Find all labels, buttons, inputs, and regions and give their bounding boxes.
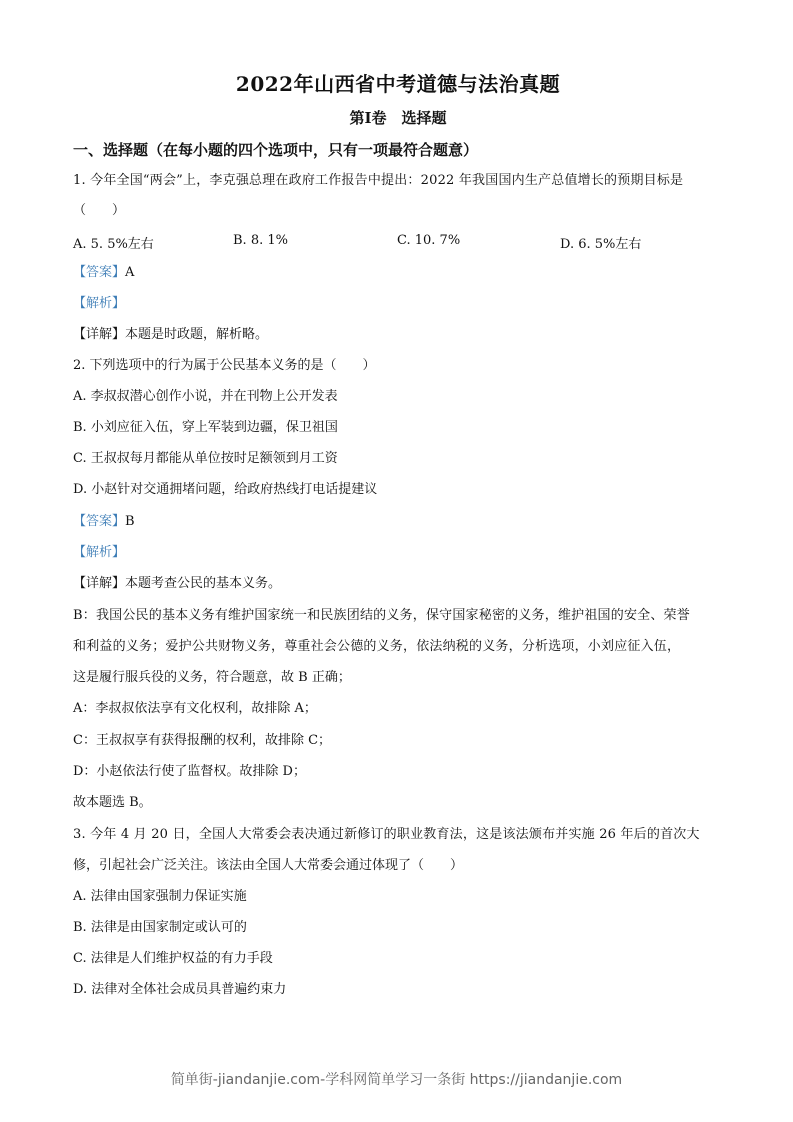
question-1-answer (73, 264, 134, 282)
question-2-option-a: A. 李叔叔潜心创作小说，并在刊物上公开发表 (73, 389, 338, 404)
question-2-explanation-line: 故本题选 B。 (73, 795, 152, 810)
question-3-option-a: A. 法律由国家强制力保证实施 (73, 889, 247, 904)
question-3-stem-line1: 3. 今年 4 月 20 日，全国人大常委会表决通过新修订的职业教育法，这是该法颁布并实施 26 年后的首次大 (73, 827, 700, 842)
question-1-option-b: B. 8. 1% (233, 233, 288, 248)
detail-label: 【详解】 (73, 576, 126, 591)
question-1-option-c: C. 10. 7% (397, 233, 461, 248)
question-1-option-d: D. 6. 5%左右 (560, 237, 642, 252)
question-2-option-d: D. 小赵针对交通拥堵问题，给政府热线打电话提建议 (73, 482, 378, 497)
page-subtitle: 第Ⅰ卷 选择题 (349, 109, 447, 127)
question-1-stem-line1: 1. 今年全国“两会”上，李克强总理在政府工作报告中提出：2022 年我国国内生产总值增长的预期目标是 (73, 173, 684, 188)
question-3-option-c: C. 法律是人们维护权益的有力手段 (73, 951, 273, 966)
question-2-explanation-line: A：李叔叔依法享有文化权利，故排除 A； (73, 701, 317, 716)
section-heading: 一、选择题（在每小题的四个选项中，只有一项最符合题意） (73, 141, 479, 159)
question-3-option-d: D. 法律对全体社会成员具普遍约束力 (73, 982, 287, 997)
question-1-stem-line2: （ ） (73, 203, 126, 218)
question-1-option-a: A. 5. 5%左右 (73, 237, 154, 252)
question-3-stem-line2: 修，引起社会广泛关注。该法由全国人大常委会通过体现了（ ） (73, 858, 464, 873)
question-2-explanation-line: D：小赵依法行使了监督权。故排除 D； (73, 764, 306, 779)
question-2-explanation-line: 和利益的义务；爱护公共财物义务，尊重社会公德的义务，依法纳税的义务，分析选项，小刘应征入伍， (73, 639, 681, 654)
answer-label: 【答案】 (73, 265, 126, 280)
page-title: 2022年山西省中考道德与法治真题 (235, 72, 561, 96)
detail-text: 本题考查公民的基本义务。 (125, 576, 282, 591)
question-1-analysis-label: 【解析】 (73, 296, 126, 311)
detail-label: 【详解】 (73, 327, 126, 342)
question-2-analysis-label: 【解析】 (73, 545, 126, 560)
question-3-option-b: B. 法律是由国家制定或认可的 (73, 920, 247, 935)
answer-value: B (125, 514, 135, 529)
footer-watermark: 简单街-jiandanjie.com-学科网简单学习一条街 https://jiandanjie.com (170, 1072, 623, 1088)
question-2-option-b: B. 小刘应征入伍，穿上军装到边疆，保卫祖国 (73, 420, 338, 435)
question-2-explanation-line: C：王叔叔享有获得报酬的权利，故排除 C； (73, 733, 332, 748)
question-2-explanation-line: B：我国公民的基本义务有维护国家统一和民族团结的义务，保守国家秘密的义务，维护祖国的安全、荣誉 (73, 608, 690, 623)
question-2-answer (73, 513, 135, 531)
answer-value: A (125, 265, 135, 280)
question-2-stem: 2. 下列选项中的行为属于公民基本义务的是（ ） (73, 358, 376, 373)
detail-text: 本题是时政题，解析略。 (125, 327, 269, 342)
question-2-option-c: C. 王叔叔每月都能从单位按时足额领到月工资 (73, 451, 338, 466)
question-2-detail (73, 575, 281, 593)
answer-label: 【答案】 (73, 514, 126, 529)
question-1-detail (73, 326, 268, 344)
question-2-explanation-line: 这是履行服兵役的义务，符合题意，故 B 正确； (73, 670, 351, 685)
